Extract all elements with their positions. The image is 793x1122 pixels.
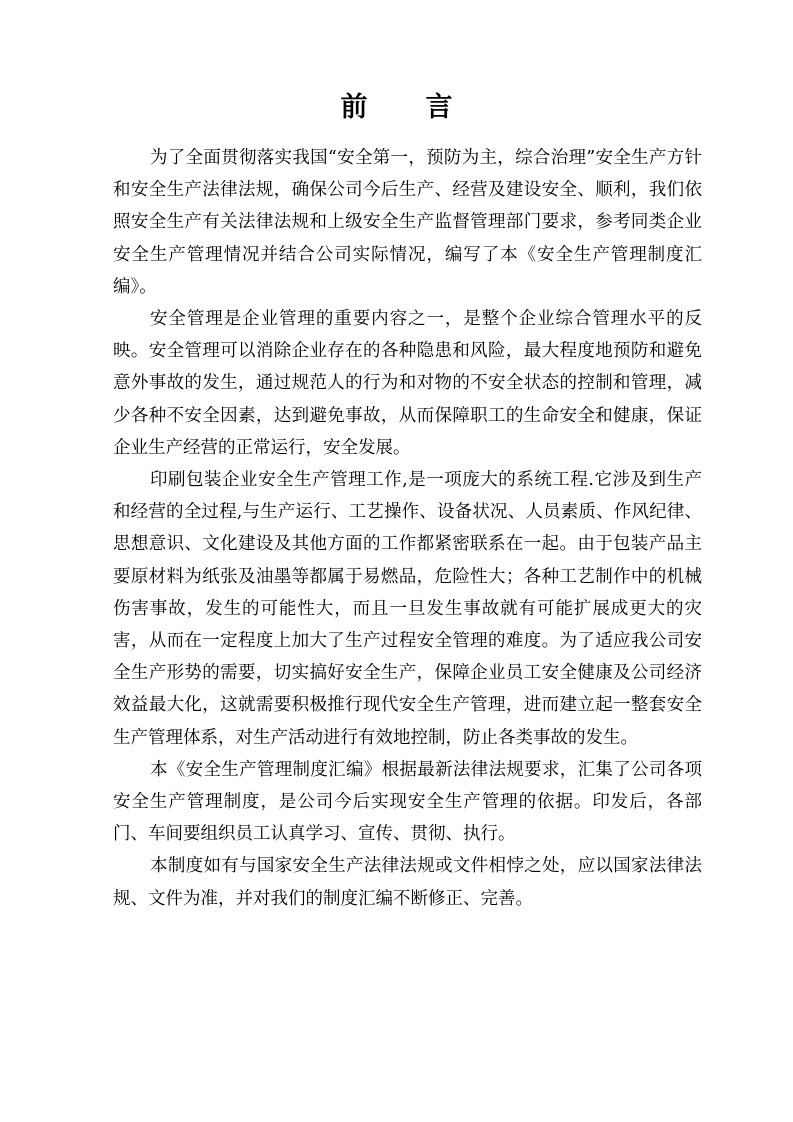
paragraph-3: 印刷包装企业安全生产管理工作,是一项庞大的系统工程.它涉及到生产和经营的全过程,与生产运行、工艺操作、设备状况、人员素质、作风纪律、思想意识、文化建设及其他方面的工作都紧密联系在一起。由于包装产品主要原材料为纸张及油墨等都属于易燃品，危险性大；各种工艺制作中的机械伤害事故，发生的可能性大，而且一旦发生事故就有可能扩展成更大的灾害，从而在一定程度上加大了生产过程安全管理的难度。为了适应我公司安全生产形势的需要，切实搞好安全生产，保障企业员工安全健康及公司经济效益最大化，这就需要积极推行现代安全生产管理，进而建立起一整套安全生产管理体系，对生产活动进行有效地控制，防止各类事故的发生。 — [113, 470, 702, 748]
page-title: 前言 — [340, 92, 511, 123]
paragraph-1: 为了全面贯彻落实我国“安全第一，预防为主，综合治理”安全生产方针和安全生产法律法规，确保公司今后生产、经营及建设安全、顺利，我们依照安全生产有关法律法规和上级安全生产监督管理部门要求，参考同类企业安全生产管理情况并结合公司实际情况，编写了本《安全生产管理制度汇编》。 — [113, 148, 702, 297]
paragraph-2: 安全管理是企业管理的重要内容之一，是整个企业综合管理水平的反映。安全管理可以消除企业存在的各种隐患和风险，最大程度地预防和避免意外事故的发生，通过规范人的行为和对物的不安全状态的控制和管理，减少各种不安全因素，达到避免事故，从而保障职工的生命安全和健康，保证企业生产经营的正常运行，安全发展。 — [113, 309, 702, 458]
paragraph-4: 本《安全生产管理制度汇编》根据最新法律法规要求，汇集了公司各项安全生产管理制度，是公司今后实现安全生产管理的依据。印发后，各部门、车间要组织员工认真学习、宣传、贯彻、执行。 — [113, 759, 702, 845]
preface-body — [113, 142, 702, 915]
paragraph-5: 本制度如有与国家安全生产法律法规或文件相悖之处，应以国家法律法规、文件为准，并对我们的制度汇编不断修正、完善。 — [113, 856, 702, 909]
